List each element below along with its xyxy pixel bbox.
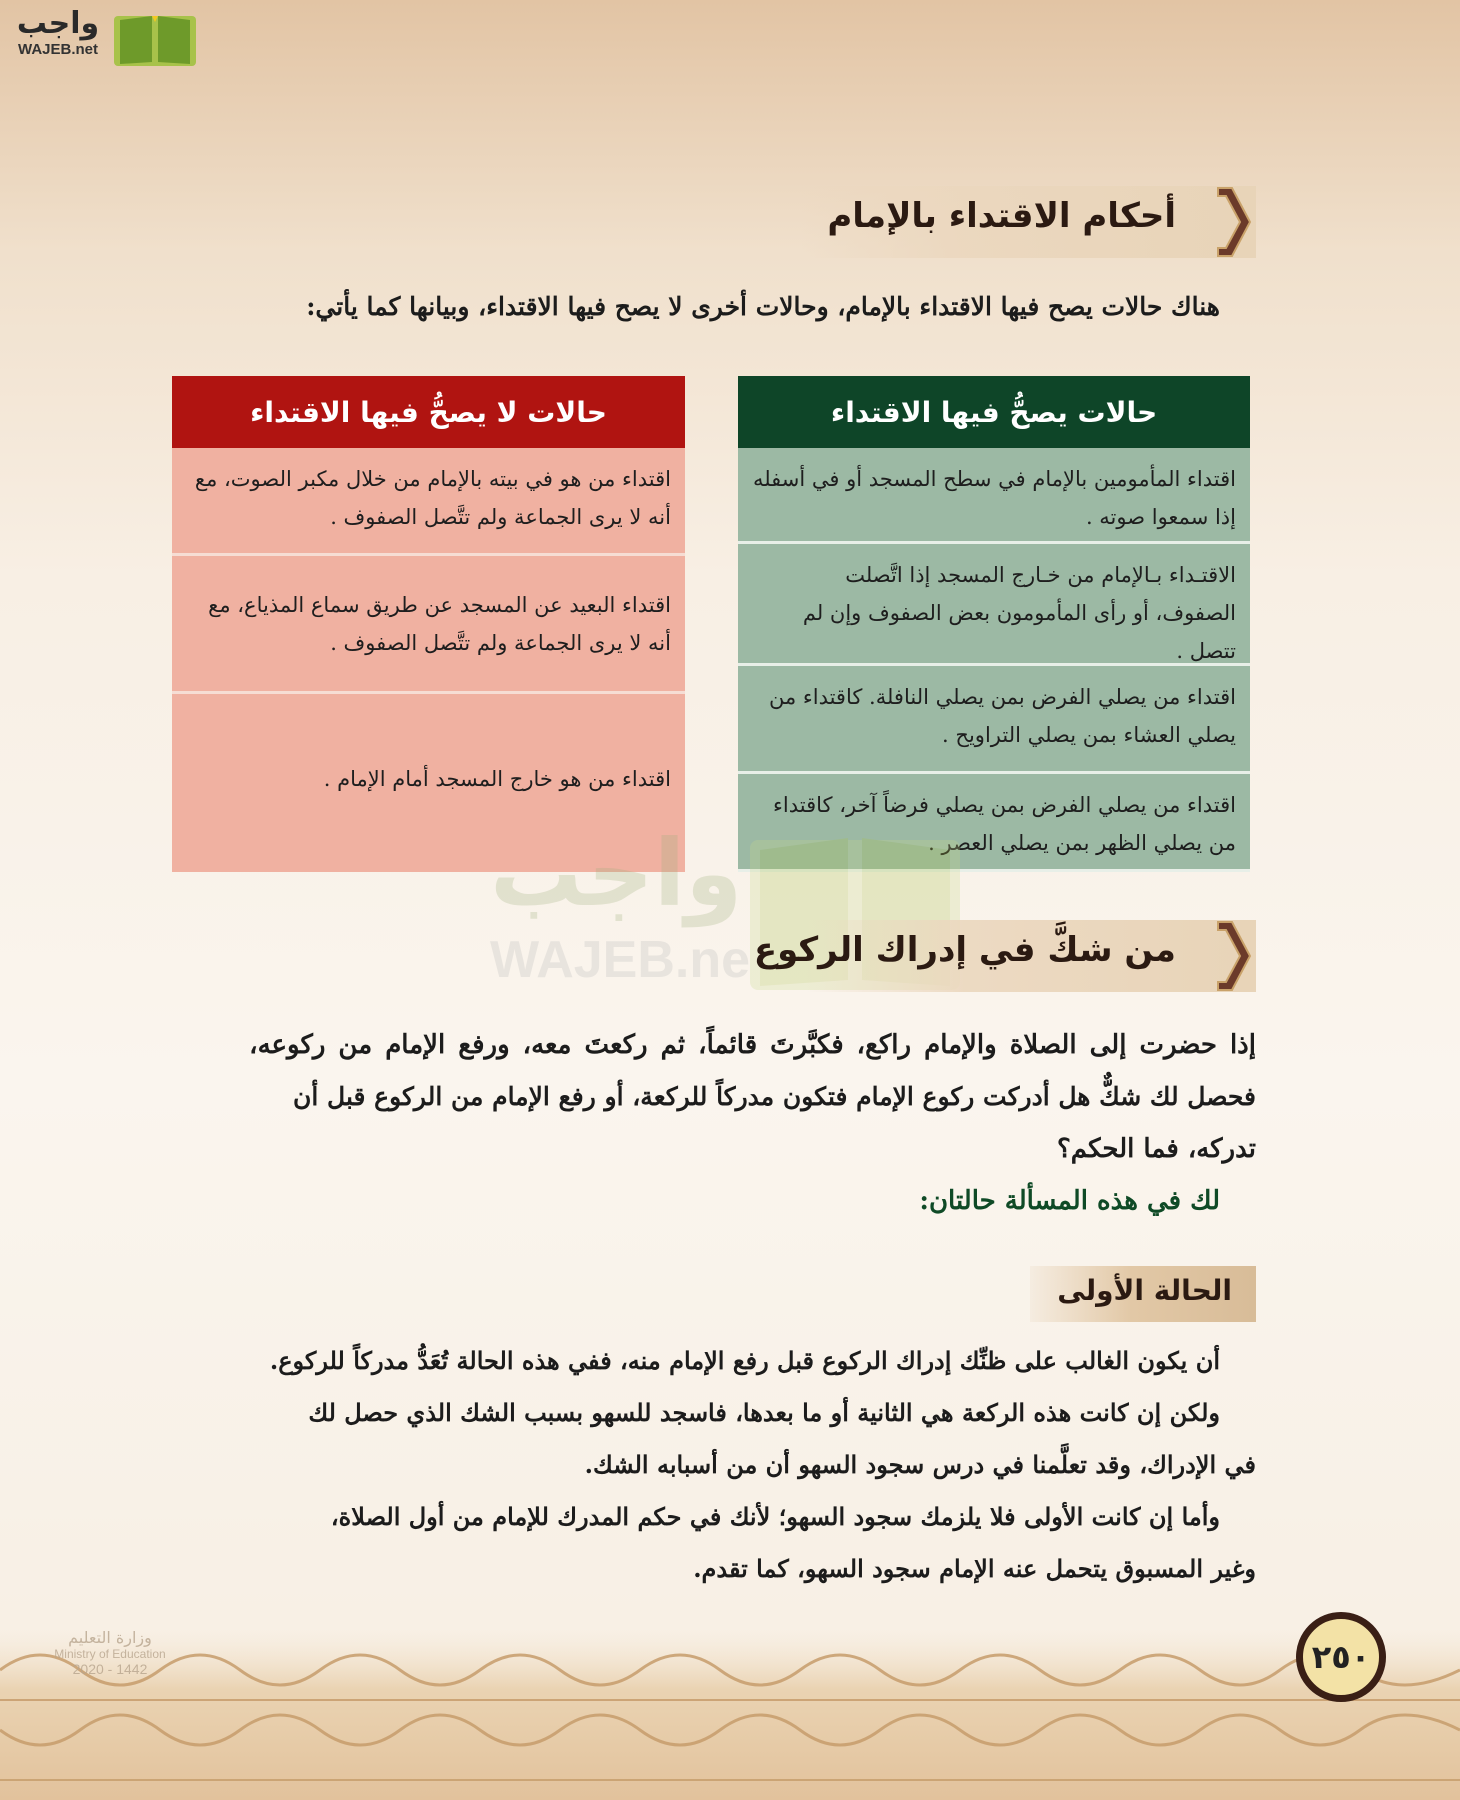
invalid-case-row [172, 448, 685, 556]
book-icon [112, 8, 198, 68]
case-one-line: وغير المسبوق يتحمل عنه الإمام سجود السهو، كما تقدم. [693, 1554, 1256, 1583]
ministry-arabic: وزارة التعليم [68, 1628, 152, 1647]
cell-line: اقتداء من يصلي الفرض بمن يصلي فرضاً آخر، كاقتداء [773, 793, 1236, 817]
question-line: فحصل لك شكٌّ هل أدركت ركوع الإمام فتكون مدركاً للركعة، أو رفع الإمام من الركوع قبل أن [293, 1082, 1256, 1111]
section-title: أحكام الاقتداء بالإمام [827, 196, 1176, 236]
cell-line: الصفوف، أو رأى المأمومون بعض الصفوف وإن لم [802, 601, 1236, 625]
valid-case-row [738, 544, 1250, 666]
cell-line: يصلي العشاء بمن يصلي التراويح . [942, 723, 1236, 747]
invalid-case-row [172, 556, 685, 694]
section-heading-doubt [753, 920, 1256, 992]
valid-cases-header: حالات يصحُّ فيها الاقتداء [738, 376, 1250, 448]
site-logo[interactable] [12, 6, 192, 68]
logo-text [12, 6, 104, 58]
cell-line: تتصل . [1176, 639, 1236, 663]
page-number: ٢٥٠ [1296, 1612, 1386, 1702]
cell-line: اقتداء البعيد عن المسجد عن طريق سماع المذياع، مع [208, 593, 671, 617]
footer-ornament [0, 1600, 1460, 1800]
valid-case-row [738, 448, 1250, 544]
cell-line: اقتداء من يصلي الفرض بمن يصلي النافلة. كاقتداء من [768, 685, 1236, 709]
question-line: إذا حضرت إلى الصلاة والإمام راكع، فكبَّرتَ قائماً، ثم ركعتَ معه، ورفع الإمام من ركوعه، [249, 1030, 1256, 1060]
cell-line: اقتداء المأمومين بالإمام في سطح المسجد أو في أسفله [752, 467, 1236, 491]
ministry-year: 2020 - 1442 [72, 1661, 148, 1677]
bracket-ornament-icon [1212, 920, 1256, 992]
intro-paragraph: هناك حالات يصح فيها الاقتداء بالإمام، وحالات أخرى لا يصح فيها الاقتداء، وبيانها كما يأتي: [306, 292, 1220, 321]
cell-line: أنه لا يرى الجماعة ولم تتَّصل الصفوف . [330, 631, 671, 655]
question-line: تدركه، فما الحكم؟ [1056, 1134, 1256, 1164]
ministry-mark [40, 1628, 180, 1677]
cell-line: إذا سمعوا صوته . [1085, 505, 1236, 529]
section-title: من شكَّ في إدراك الركوع [753, 930, 1176, 970]
cell-line: من يصلي الظهر بمن يصلي العصر . [928, 831, 1236, 855]
cell-line: الاقتـداء بـالإمام من خـارج المسجد إذا اتَّصلت [845, 563, 1236, 587]
case-one-line: ولكن إن كانت هذه الركعة هي الثانية أو ما بعدها، فاسجد للسهو بسبب الشك الذي حصل لك [308, 1398, 1220, 1427]
ministry-english: Ministry of Education [54, 1647, 166, 1661]
case-label-text: الحالة الأولى [1057, 1274, 1232, 1307]
section-heading-imam [800, 186, 1256, 258]
case-one-line: في الإدراك، وقد تعلَّمنا في درس سجود السهو أن من أسبابه الشك. [584, 1450, 1256, 1479]
bracket-ornament-icon [1212, 186, 1256, 258]
watermark-arabic: واجب [490, 820, 743, 927]
cell-line: أنه لا يرى الجماعة ولم تتَّصل الصفوف . [330, 505, 671, 529]
cell-line: اقتداء من هو خارج المسجد أمام الإمام . [323, 767, 671, 791]
cases-intro: لك في هذه المسألة حالتان: [919, 1186, 1220, 1216]
invalid-cases-header: حالات لا يصحُّ فيها الاقتداء [172, 376, 685, 448]
case-one-line: وأما إن كانت الأولى فلا يلزمك سجود السهو؛ لأنك في حكم المدرك للإمام من أول الصلاة، [330, 1502, 1220, 1531]
logo-latin: WAJEB.net [17, 41, 98, 58]
valid-case-row [738, 666, 1250, 774]
case-one-label [1030, 1266, 1256, 1322]
watermark-latin: WAJEB.net [490, 931, 768, 989]
logo-arabic: واجب [16, 6, 100, 41]
cell-line: اقتداء من هو في بيته بالإمام من خلال مكبر الصوت، مع [194, 467, 671, 491]
case-one-line: أن يكون الغالب على ظنِّك إدراك الركوع قبل رفع الإمام منه، ففي هذه الحالة تُعَدُّ مدركاً للركوع. [269, 1346, 1220, 1375]
